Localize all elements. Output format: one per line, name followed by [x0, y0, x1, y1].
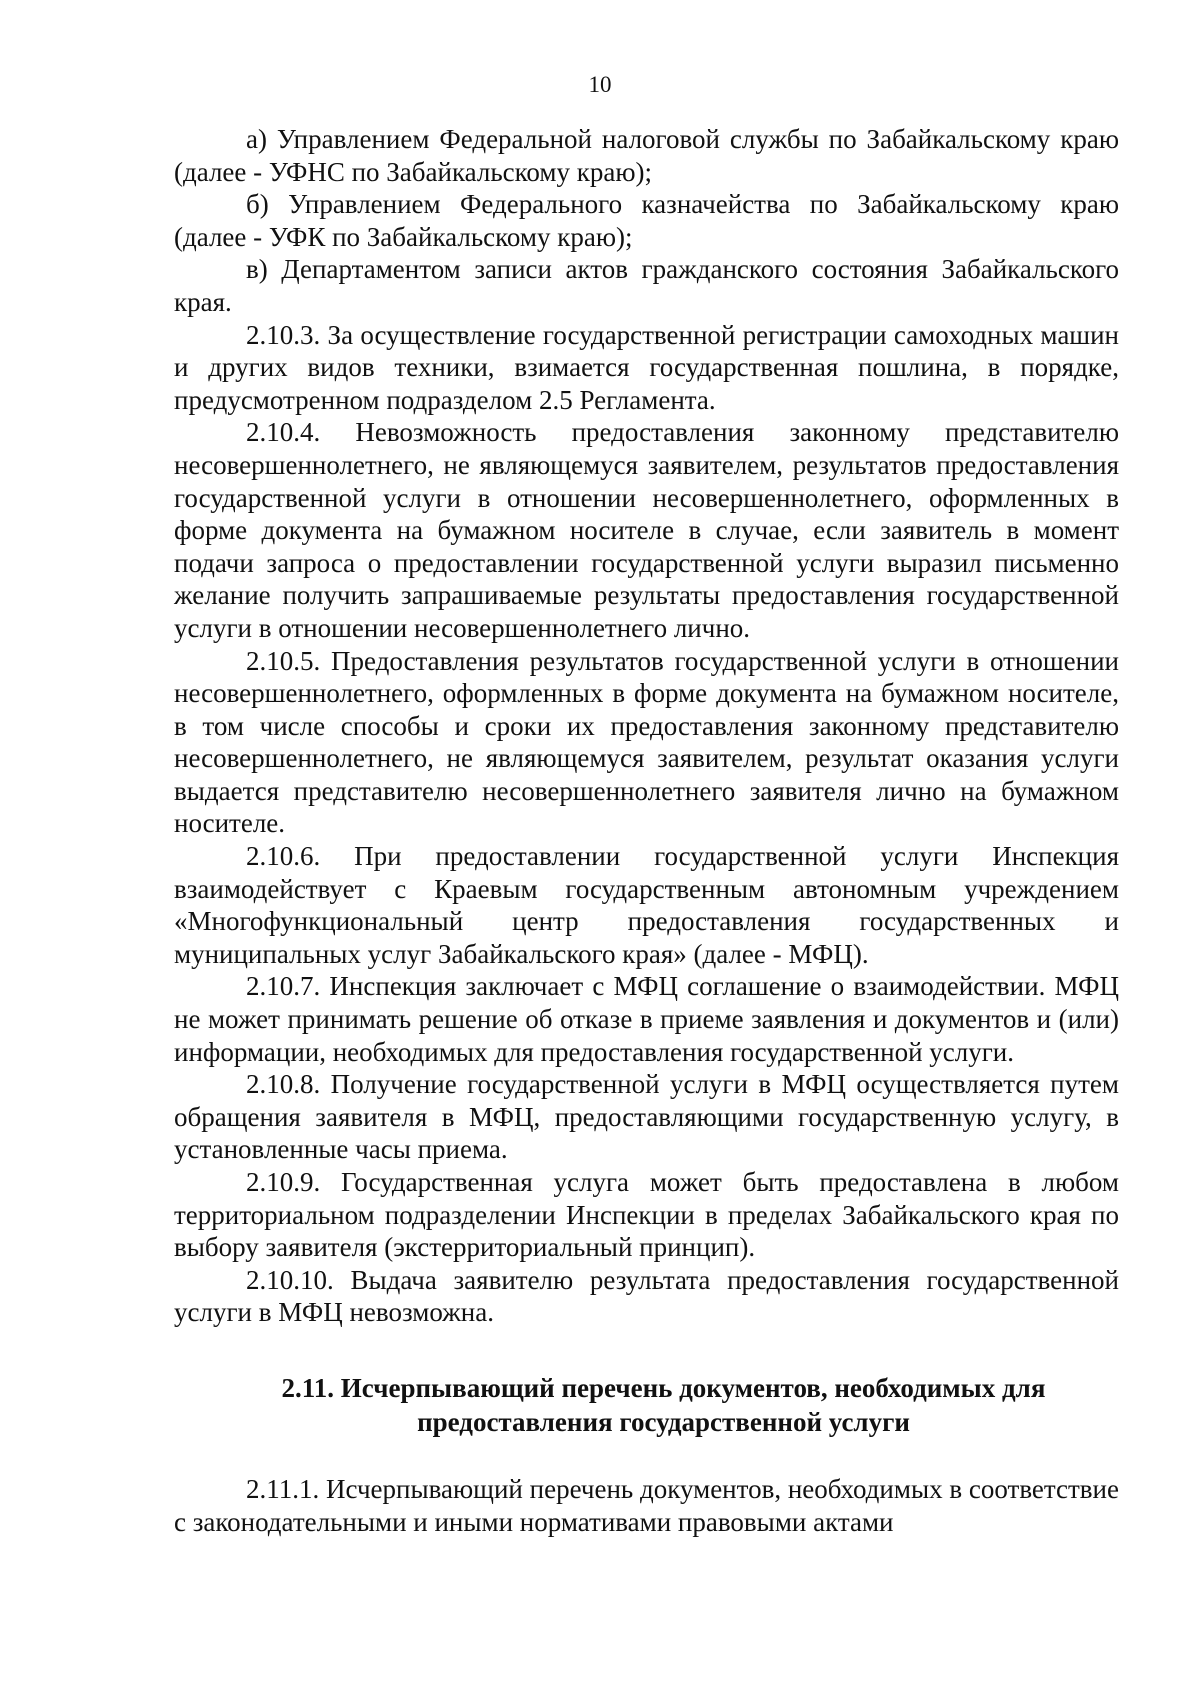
paragraph-2-10-3: 2.10.3. За осуществление государственной регистрации самоходных машин и других видов техники, взимается государственная пошлина, в порядке, предусмотренном подразделом 2.5 Регламента.: [174, 319, 1119, 415]
paragraph-2-10-5: 2.10.5. Предоставления результатов государственной услуги в отношении несовершеннолетнего, оформленных в форме документа на бумажном носителе, в том числе способы и сроки их предоставления законному представителю несовершеннолетнего, не являющемуся заявителем, результат оказания услуги выдается представителю несовершеннолетнего заявителя лично на бумажном носителе.: [174, 645, 1119, 839]
paragraph-v: в) Департаментом записи актов гражданского состояния Забайкальского края.: [174, 254, 1119, 317]
paragraph-2-11-1: 2.11.1. Исчерпывающий перечень документов, необходимых в соответствие с законодательными и иными нормативами правовыми актами: [174, 1473, 1119, 1537]
section-heading-line2: предоставления государственной услуги: [417, 1406, 910, 1437]
paragraph-2-10-4: 2.10.4. Невозможность предоставления законному представителю несовершеннолетнего, не являющемуся заявителем, результатов предоставления государственной услуги в отношении несовершеннолетнего, оформленных в форме документа на бумажном носителе в случае, если заявитель в момент подачи запроса о предоставлении государственной услуги выразил письменно желание получить запрашиваемые результаты предоставления государственной услуги в отношении несовершеннолетнего лично.: [174, 417, 1119, 643]
paragraph-2-10-6: 2.10.6. При предоставлении государственной услуги Инспекция взаимодействует с Краевым государственным автономным учреждением «Многофункциональный центр предоставления государственных и муниципальных услуг Забайкальского края» (далее - МФЦ).: [174, 841, 1119, 969]
paragraph-2-10-7: 2.10.7. Инспекция заключает с МФЦ соглашение о взаимодействии. МФЦ не может принимать решение об отказе в приеме заявления и документов и (или) информации, необходимых для предоставления государственной услуги.: [174, 971, 1119, 1067]
paragraph-2-10-10: 2.10.10. Выдача заявителю результата предоставления государственной услуги в МФЦ невозможна.: [174, 1264, 1119, 1328]
paragraph-b: б) Управлением Федерального казначейства по Забайкальскому краю (далее - УФК по Забайкальскому краю);: [174, 189, 1119, 252]
paragraph-2-10-8: 2.10.8. Получение государственной услуги в МФЦ осуществляется путем обращения заявителя в МФЦ, предоставляющими государственную услугу, в установленные часы приема.: [174, 1069, 1119, 1165]
paragraph-2-10-9: 2.10.9. Государственная услуга может быть предоставлена в любом территориальном подразделении Инспекции в пределах Забайкальского края по выбору заявителя (экстерриториальный принцип).: [174, 1167, 1119, 1263]
paragraph-a: а) Управлением Федеральной налоговой службы по Забайкальскому краю (далее - УФНС по Забайкальскому краю);: [174, 124, 1119, 187]
page-number: 10: [588, 72, 612, 97]
document-body: [174, 123, 1119, 1538]
section-heading-2-11: [174, 1371, 1119, 1439]
section-heading-line1: 2.11. Исчерпывающий перечень документов, необходимых для: [281, 1372, 1046, 1403]
